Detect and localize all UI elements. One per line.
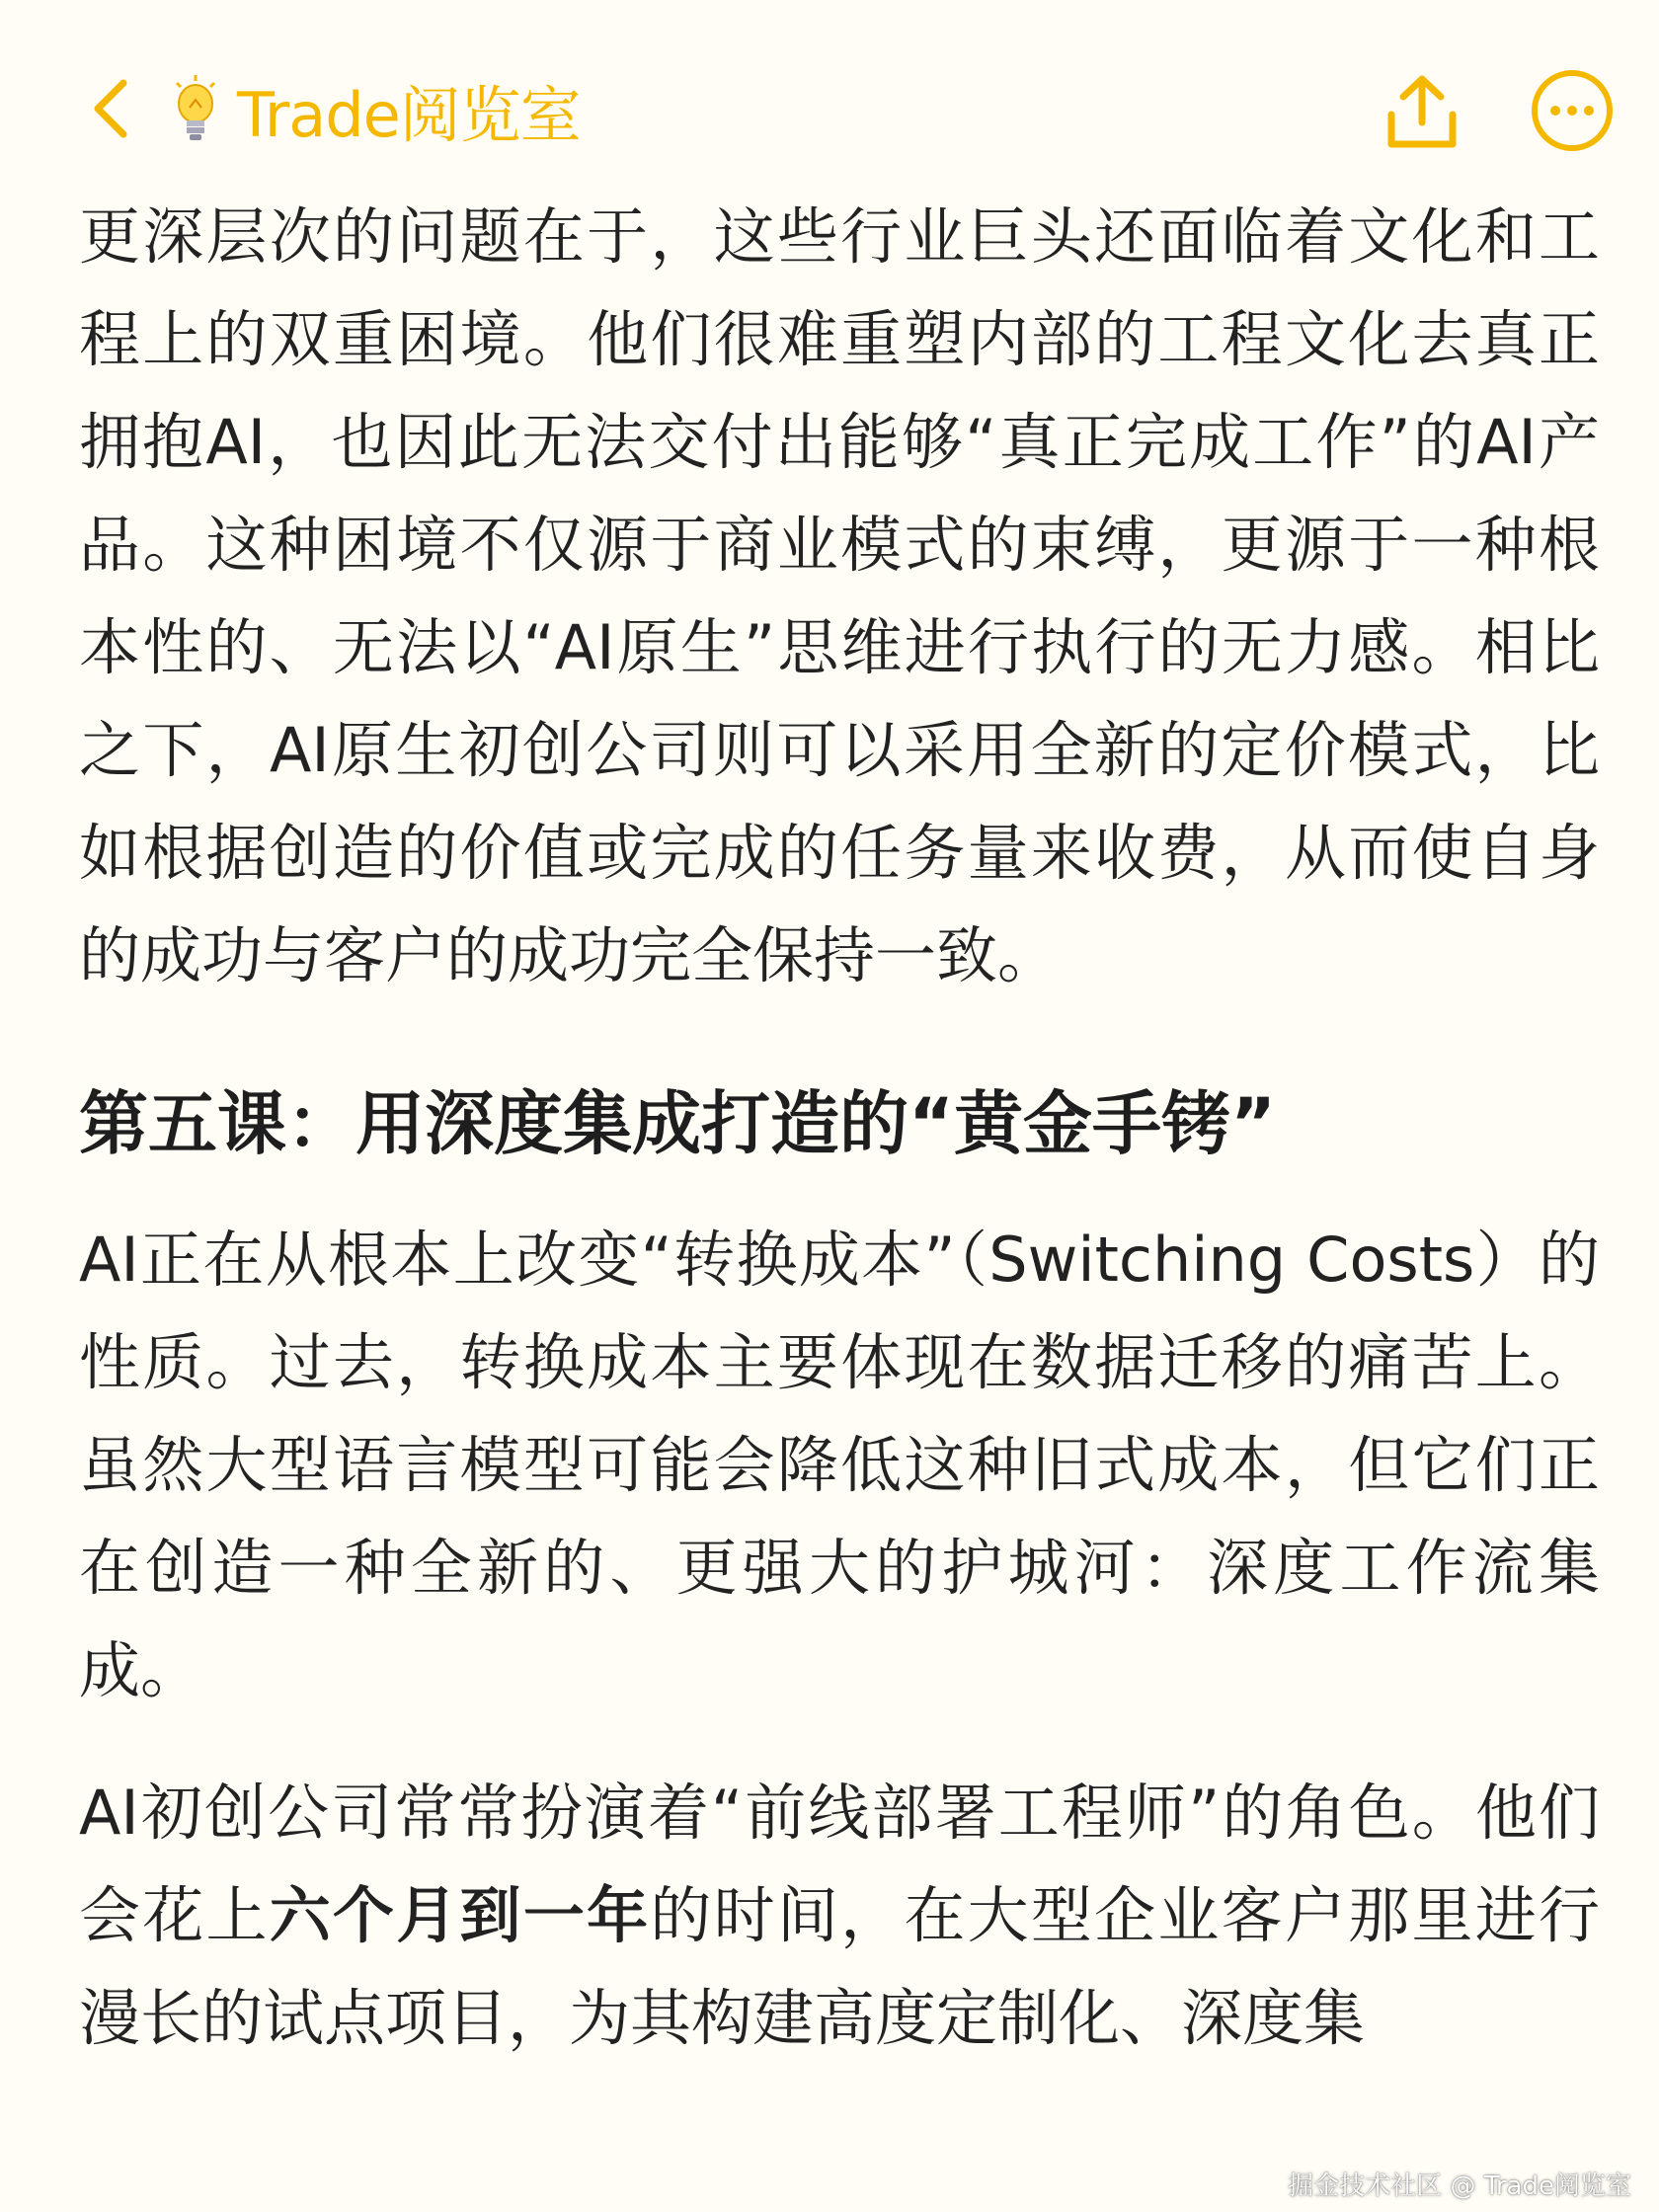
chevron-left-icon (90, 77, 133, 140)
watermark: 掘金技术社区 @ Trade阅览室 (1288, 2172, 1631, 2201)
back-button[interactable] (77, 69, 146, 148)
app-title-group (166, 65, 581, 154)
app-title: Trade阅览室 (237, 78, 581, 151)
top-navigation-bar (0, 0, 1659, 198)
article-paragraph: AI正在从根本上改变“转换成本”（Switching Costs）的性质。过去，转换成本主要体现在数据迁移的痛苦上。虽然大型语言模型可能会降低这种旧式成本，但它们正在创造一种全新的、更强大的护城河：深度工作流集成。 (79, 1224, 1600, 1706)
more-ellipsis-icon (1529, 67, 1616, 154)
more-options-button[interactable] (1527, 65, 1618, 156)
share-upload-icon (1382, 71, 1462, 152)
section-heading: 第五课：用深度集成打造的“黄金手铐” (79, 1083, 1277, 1164)
paragraph-text: AI初创公司常常扮演着“前线部署工程师”的角色。他们会花上 (79, 1777, 1600, 1951)
paragraph-text: 的时间，在大型企业客户那里进行漫长的试点项目，为其构建高度定制化、深度集 (79, 1879, 1600, 2054)
lightbulb-icon (166, 70, 225, 149)
article-content (79, 186, 1600, 2070)
article-paragraph: 更深层次的问题在于，这些行业巨头还面临着文化和工程上的双重困境。他们很难重塑内部的工程文化去真正拥抱AI，也因此无法交付出能够“真正完成工作”的AI产品。这种困境不仅源于商业模式的束缚，更源于一种根本性的、无法以“AI原生”思维进行执行的无力感。相比之下，AI原生初创公司则可以采用全新的定价模式，比如根据创造的价值或完成的任务量来收费，从而使自身的成功与客户的成功完全保持一致。 (79, 200, 1600, 991)
article-paragraph (79, 1762, 1600, 2070)
bold-emphasis: 六个月到一年 (269, 1879, 651, 1951)
share-button[interactable] (1378, 67, 1466, 156)
